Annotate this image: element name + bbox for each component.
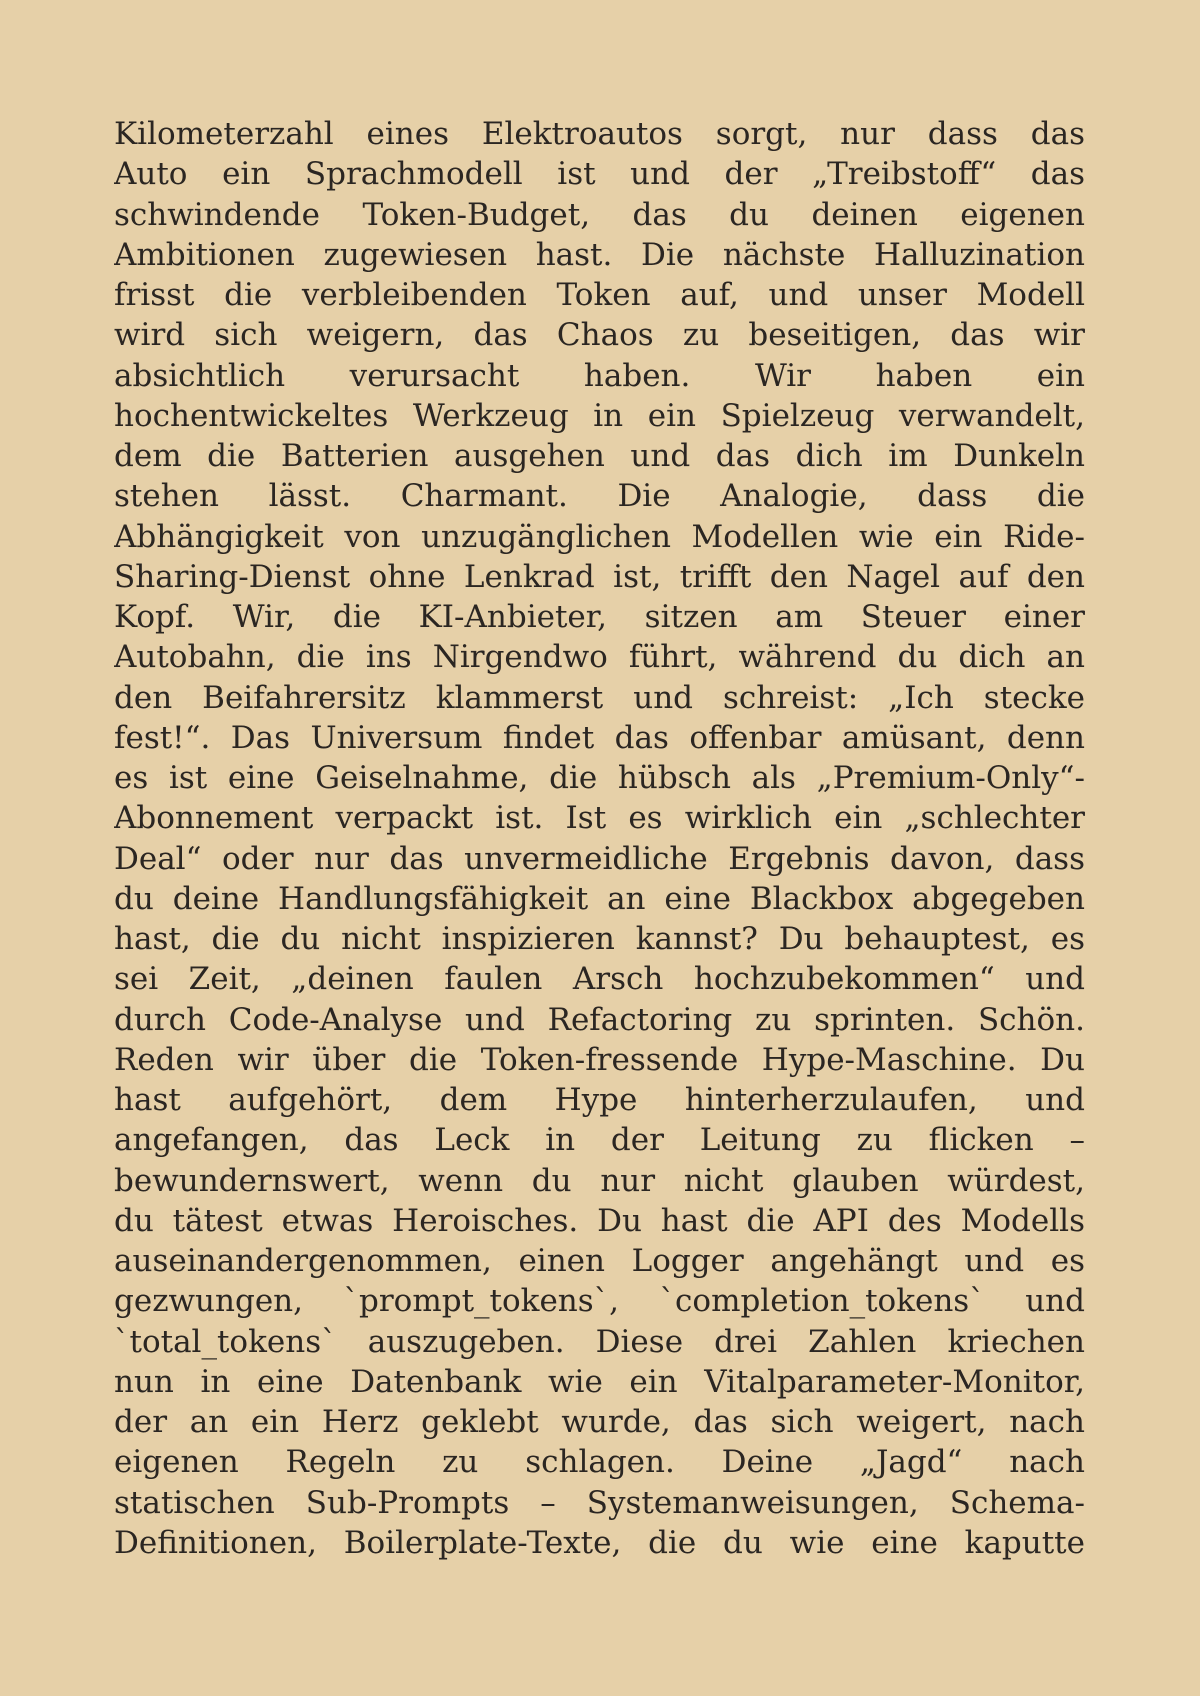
text-line: frisst die verbleibenden Token auf, und unser Modell [114, 277, 1085, 313]
text-line: angefangen, das Leck in der Leitung zu flicken – [114, 1122, 1085, 1159]
text-line: Autobahn, die ins Nirgendwo führt, während du dich an [114, 639, 1085, 676]
text-line: Reden wir über die Token-fressende Hype-Maschine. Du [114, 1041, 1085, 1078]
text-line: es ist eine Geiselnahme, die hübsch als „Premium-Only“- [114, 760, 1085, 796]
text-line: hochentwickeltes Werkzeug in ein Spielzeug verwandelt, [114, 397, 1085, 434]
body-paragraph [114, 114, 1085, 1563]
text-line: Abhängigkeit von unzugänglichen Modellen wie ein Ride- [114, 518, 1085, 555]
text-line: hast, die du nicht inspizieren kannst? Du behauptest, es [114, 921, 1085, 957]
text-line: den Beifahrersitz klammerst und schreist: „Ich stecke [114, 679, 1085, 716]
text-line: eigenen Regeln zu schlagen. Deine „Jagd“ nach [114, 1444, 1085, 1481]
text-line: Auto ein Sprachmodell ist und der „Treibstoff“ das [114, 156, 1085, 193]
text-line: Kopf. Wir, die KI-Anbieter, sitzen am Steuer einer [114, 599, 1085, 635]
text-line: du tätest etwas Heroisches. Du hast die API des Modells [114, 1202, 1085, 1239]
text-line: gezwungen, `prompt_tokens`, `completion_tokens` und [114, 1283, 1085, 1320]
text-line: der an ein Herz geklebt wurde, das sich weigert, nach [114, 1404, 1085, 1440]
text-line: hast aufgehört, dem Hype hinterherzulaufen, und [114, 1082, 1085, 1118]
text-line: dem die Batterien ausgehen und das dich im Dunkeln [114, 438, 1085, 474]
text-line: schwindende Token-Budget, das du deinen eigenen [114, 196, 1085, 233]
text-line: `total_tokens` auszugeben. Diese drei Zahlen kriechen [114, 1323, 1085, 1360]
text-line: sei Zeit, „deinen faulen Arsch hochzubekommen“ und [114, 961, 1085, 998]
text-line: absichtlich verursacht haben. Wir haben ein [114, 357, 1085, 394]
text-line: fest!“. Das Universum findet das offenbar amüsant, denn [114, 719, 1085, 756]
text-line: du deine Handlungsfähigkeit an eine Blackbox abgegeben [114, 880, 1085, 917]
text-line: auseinandergenommen, einen Logger angehängt und es [114, 1243, 1085, 1279]
text-line: durch Code-Analyse und Refactoring zu sprinten. Schön. [114, 1001, 1085, 1038]
text-line: statischen Sub-Prompts – Systemanweisungen, Schema- [114, 1484, 1085, 1521]
text-line: stehen lässt. Charmant. Die Analogie, dass die [114, 478, 1085, 515]
text-line: bewundernswert, wenn du nur nicht glauben würdest, [114, 1162, 1085, 1199]
text-line: wird sich weigern, das Chaos zu beseitigen, das wir [114, 317, 1085, 354]
text-line: Deal“ oder nur das unvermeidliche Ergebnis davon, dass [114, 840, 1085, 877]
text-line: Definitionen, Boilerplate-Texte, die du wie eine kaputte [114, 1524, 1085, 1561]
text-line: Ambitionen zugewiesen hast. Die nächste Halluzination [114, 236, 1085, 273]
text-line: Sharing-Dienst ohne Lenkrad ist, trifft den Nagel auf den [114, 558, 1085, 595]
text-line: nun in eine Datenbank wie ein Vitalparameter-Monitor, [114, 1363, 1085, 1400]
text-line: Kilometerzahl eines Elektroautos sorgt, nur dass das [114, 116, 1085, 152]
text-line: Abonnement verpackt ist. Ist es wirklich ein „schlechter [114, 800, 1085, 837]
